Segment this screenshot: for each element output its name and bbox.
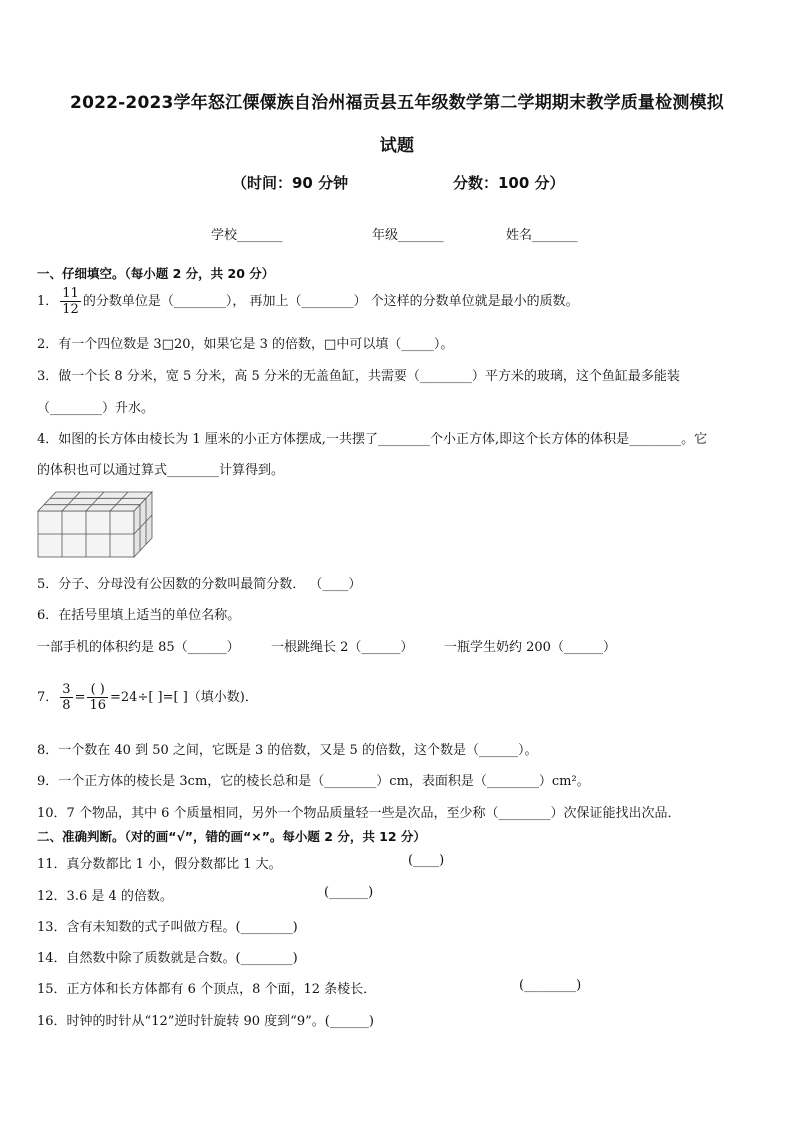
question-8: 8．一个数在 40 到 50 之间，它既是 3 的倍数，又是 5 的倍数，这个数是（______）。 xyxy=(37,743,538,758)
question-9: 9．一个正方体的棱长是 3cm，它的棱长总和是（________）cm，表面积是（________）cm²。 xyxy=(37,774,590,789)
school-field[interactable]: 学校_______ xyxy=(211,228,283,243)
q1-fraction-denominator: 12 xyxy=(62,302,79,317)
q7-number: 7． xyxy=(37,690,59,705)
grade-field[interactable]: 年级_______ xyxy=(372,228,444,243)
question-5: 5．分子、分母没有公因数的分数叫最简分数． （____） xyxy=(37,577,362,592)
question-15: 15．正方体和长方体都有 6 个顶点，8 个面，12 条棱长． xyxy=(37,982,377,997)
q1-text: 的分数单位是（________）， 再加上（________） 个这样的分数单位就是最小的质数。 xyxy=(82,294,579,309)
time-label: （时间：90 分钟 xyxy=(232,174,349,192)
q7-fraction-1-numerator: 3 xyxy=(62,682,71,697)
question-11: 11．真分数都比 1 小，假分数都比 1 大。 xyxy=(37,857,282,872)
question-16: 16．时钟的时针从“12”逆时针旋转 90 度到“9”。(______) xyxy=(37,1014,374,1029)
q7-fraction-1 xyxy=(60,682,72,713)
question-10: 10．7 个物品，其中 6 个质量相同，另外一个物品质量轻一些是次品，至少称（________）次保证能找出次品． xyxy=(37,806,681,821)
question-1 xyxy=(37,286,579,317)
q7-fraction-2-numerator: ( ) xyxy=(87,682,108,698)
question-6: 6．在括号里填上适当的单位名称。 xyxy=(37,608,241,623)
question-6-item-phone: 一部手机的体积约是 85（______） xyxy=(37,640,240,655)
question-2: 2．有一个四位数是 3□20，如果它是 3 的倍数，□中可以填（_____）。 xyxy=(37,337,454,352)
question-3: 3．做一个长 8 分米，宽 5 分米，高 5 分米的无盖鱼缸，共需要（________）平方米的玻璃，这个鱼缸最多能装 xyxy=(37,369,680,384)
question-12: 12．3.6 是 4 的倍数。 xyxy=(37,889,173,904)
q7-fraction-2-denominator: 16 xyxy=(89,698,107,713)
q7-equals: = xyxy=(74,690,86,705)
question-12-answer-blank[interactable]: (______) xyxy=(324,885,374,900)
section-2-heading: 二、准确判断。（对的画“√”，错的画“×”。每小题 2 分，共 12 分） xyxy=(37,829,426,844)
section-1-heading: 一、仔细填空。（每小题 2 分，共 20 分） xyxy=(37,266,275,281)
q1-number: 1． xyxy=(37,294,59,309)
score-label: 分数：100 分） xyxy=(453,174,565,192)
question-13: 13．含有未知数的式子叫做方程。(________) xyxy=(37,920,298,935)
q7-fraction-1-denominator: 8 xyxy=(62,698,71,713)
question-4: 4．如图的长方体由棱长为 1 厘米的小正方体摆成,一共摆了________个小正方体,即这个长方体的体积是________。它 xyxy=(37,432,708,447)
question-6-item-milk: 一瓶学生奶约 200（______） xyxy=(444,640,616,655)
question-6-item-rope: 一根跳绳长 2（______） xyxy=(271,640,414,655)
question-15-answer-blank[interactable]: (________) xyxy=(519,978,582,993)
exam-title-line2: 试题 xyxy=(379,136,415,156)
question-7 xyxy=(37,682,258,713)
question-3-continued: （________）升水。 xyxy=(37,401,155,416)
question-4-continued: 的体积也可以通过算式________计算得到。 xyxy=(37,463,285,478)
question-11-answer-blank[interactable]: (____) xyxy=(408,853,445,868)
cuboid-figure xyxy=(37,488,153,560)
q1-fraction-numerator: 11 xyxy=(62,286,79,301)
question-14: 14．自然数中除了质数就是合数。(________) xyxy=(37,951,298,966)
q7-text: =24÷[ ]=[ ]（填小数)． xyxy=(110,690,258,705)
name-field[interactable]: 姓名_______ xyxy=(506,228,578,243)
q1-fraction xyxy=(60,286,81,317)
exam-title: 2022-2023学年怒江傈僳族自治州福贡县五年级数学第二学期期末教学质量检测模拟 xyxy=(70,93,724,113)
q7-fraction-2 xyxy=(87,682,108,713)
